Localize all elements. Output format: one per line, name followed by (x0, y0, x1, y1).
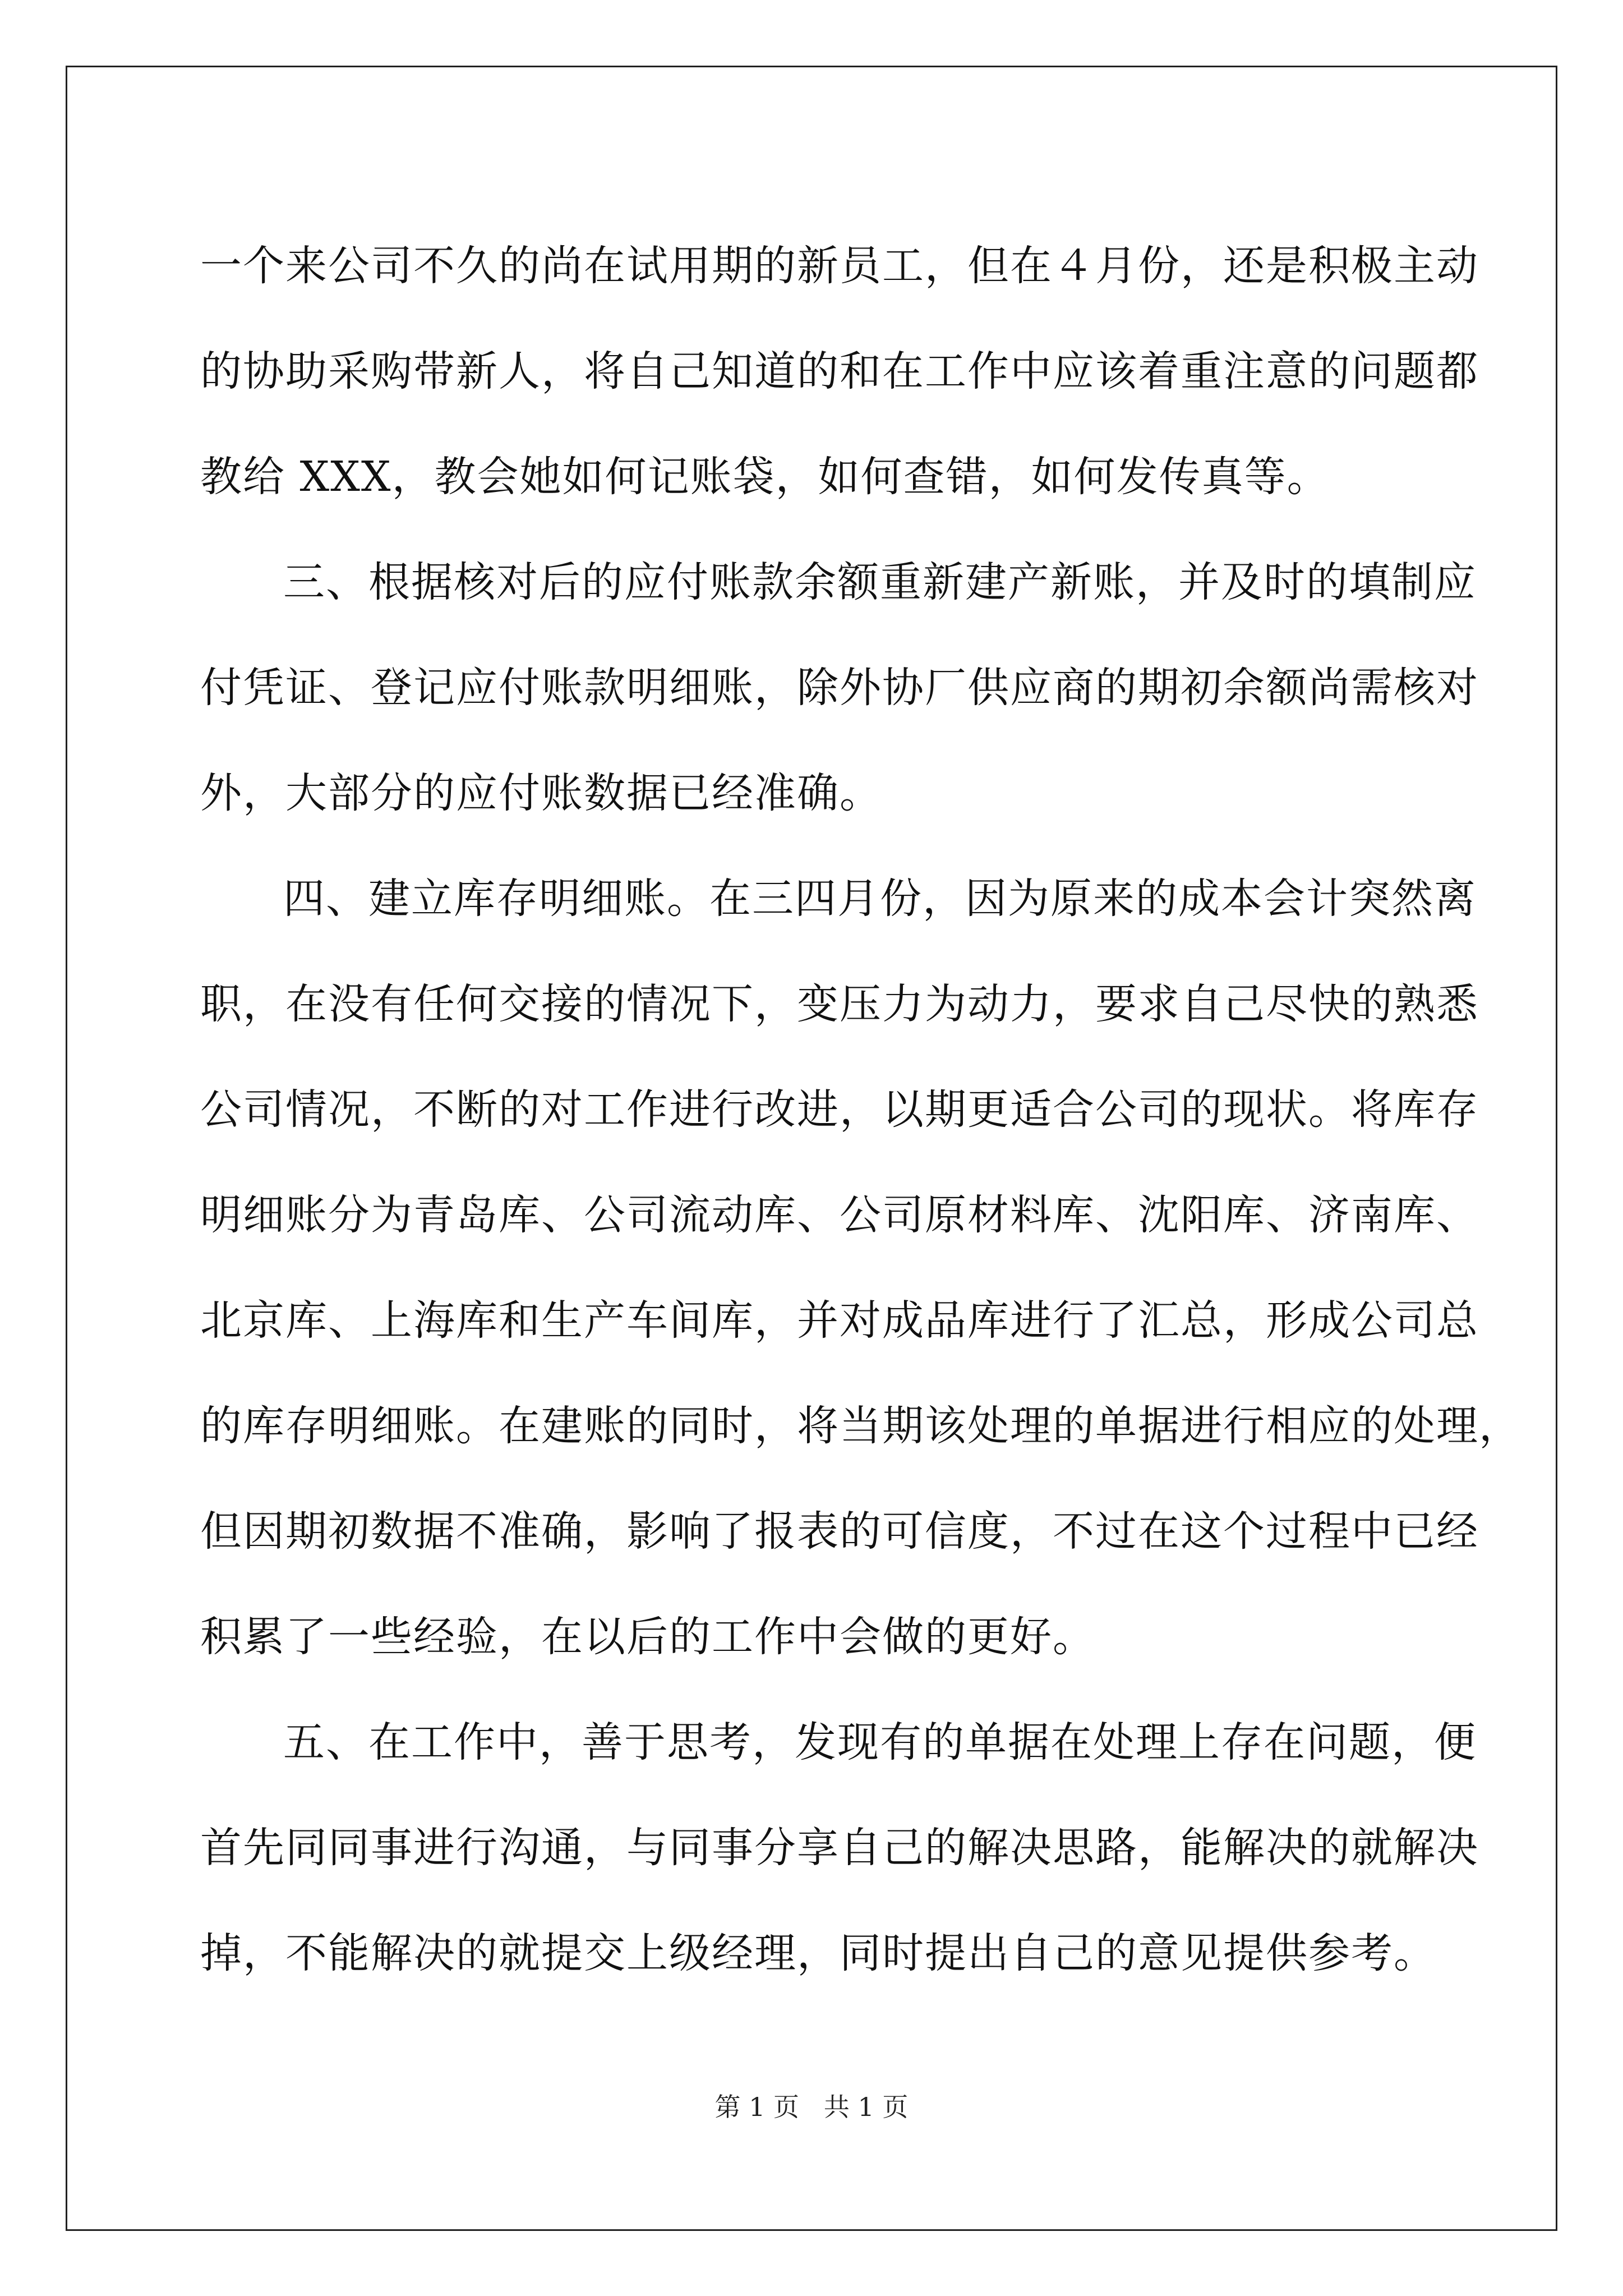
text-line: 五、在工作中，善于思考，发现有的单据在处理上存在问题，便 (283, 1718, 1477, 1766)
document-body (200, 213, 1521, 2006)
text-line: 三、根据核对后的应付账款余额重新建产新账，并及时的填制应 (283, 558, 1477, 606)
text-line: 明细账分为青岛库、公司流动库、公司原材料库、沈阳库、济南库、 (200, 1191, 1479, 1239)
text-line: 四、建立库存明细账。在三四月份，因为原来的成本会计突然离 (283, 875, 1477, 923)
text-line: 付凭证、登记应付账款明细账，除外协厂供应商的期初余额尚需核对 (200, 664, 1479, 712)
text-line: 但因期初数据不准确，影响了报表的可信度，不过在这个过程中已经 (200, 1507, 1479, 1556)
text-line: 职，在没有任何交接的情况下，变压力为动力，要求自己尽快的熟悉 (200, 980, 1479, 1028)
text-line: 教给 XXX，教会她如何记账袋，如何查错，如何发传真等。 (200, 453, 1330, 501)
text-line: 的协助采购带新人，将自己知道的和在工作中应该着重注意的问题都 (200, 347, 1479, 395)
text-line: 积累了一些经验，在以后的工作中会做的更好。 (200, 1613, 1095, 1661)
text-line: 掉，不能解决的就提交上级经理，同时提出自己的意见提供参考。 (200, 1929, 1436, 1977)
text-line: 公司情况，不断的对工作进行改进，以期更适合公司的现状。将库存 (200, 1085, 1479, 1134)
text-line: 一个来公司不久的尚在试用期的新员工，但在４月份，还是积极主动 (200, 242, 1479, 290)
text-line: 首先同同事进行沟通，与同事分享自己的解决思路，能解决的就解决 (200, 1824, 1479, 1872)
text-line: 北京库、上海库和生产车间库，并对成品库进行了汇总，形成公司总 (200, 1296, 1479, 1345)
text-line: 外，大部分的应付账数据已经准确。 (200, 769, 882, 817)
text-line: 的库存明细账。在建账的同时，将当期该处理的单据进行相应的处理， (200, 1402, 1521, 1450)
page-number-footer: 第 1 页 共 1 页 (714, 2092, 909, 2122)
